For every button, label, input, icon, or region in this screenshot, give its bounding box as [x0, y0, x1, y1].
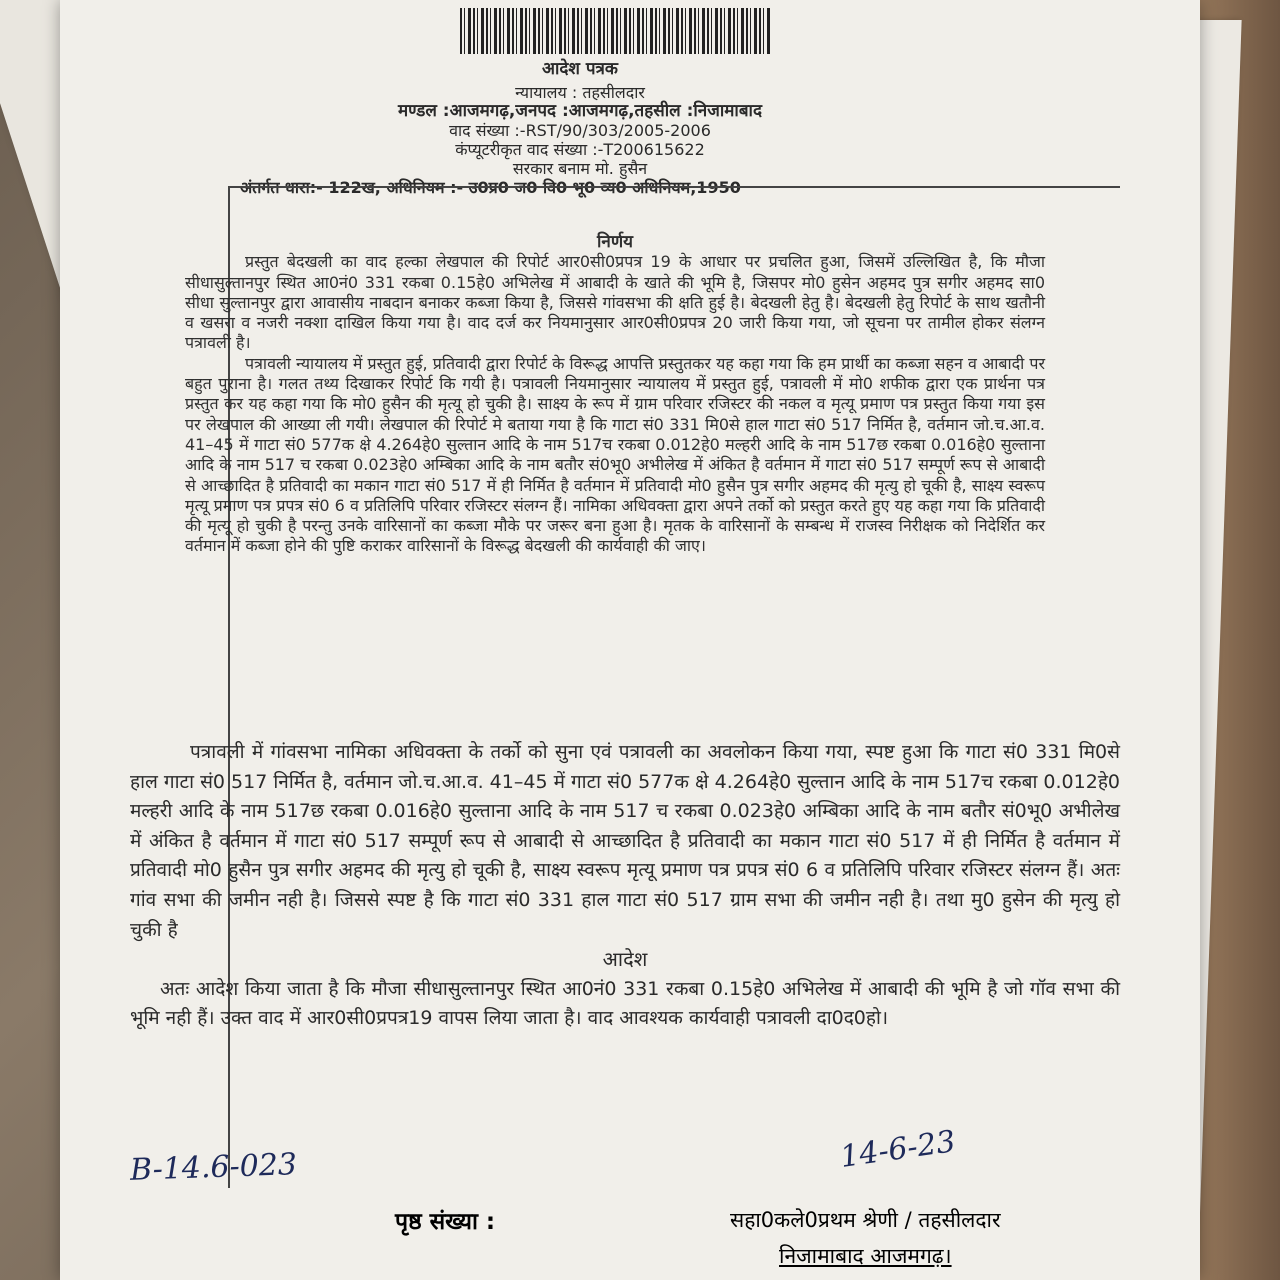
authority-designation: सहा0कले0प्रथम श्रेणी / तहसीलदार [730, 1208, 1001, 1232]
page-number-label: पृष्ठ संख्या : [395, 1209, 496, 1235]
legal-section: अंतर्गत धारा:- 122ख, अधिनियम :- उ0प्र0 ज0 वि0 भू0 व्य0 अधिनियम,1950 [240, 178, 741, 197]
case-parties: सरकार बनाम मो. हुसैन [512, 159, 648, 178]
signing-authority [730, 1202, 1001, 1274]
handwritten-signature-right: 14-6-23 [838, 1124, 958, 1175]
findings-and-order [130, 738, 1120, 1034]
barcode [460, 8, 770, 54]
decision-paragraph-1: प्रस्तुत बेदखली का वाद हल्का लेखपाल की रिपोर्ट आर0सी0प्रपत्र 19 के आधार पर प्रचलित हुआ, जिसमें उल्लिखित है, कि मौजा सीधासुल्तानपुर स्थित आ0नं0 331 रकबा 0.15हे0 अभिलेख में आबादी के खाते की भूमि है, जिसपर मो0 हुसेन अहमद पुत्र सगीर अहमद सा0 सीधा सुल्तानपुर द्वारा आवासीय नाबदान बनाकर कब्जा किया है, जिससे गांवसभा की क्षति हुई है। बेदखली हेतु है। बेदखली हेतु रिपोर्ट के साथ खतौनी व खसरा व नजरी नक्शा दाखिल किया गया है। वाद दर्ज कर नियमानुसार आर0सी0प्रपत्र 20 जारी किया गया, जो सूचना पर तामील होकर संलग्न पत्रावली है। [185, 252, 1045, 353]
district-line: मण्डल :आजमगढ़,जनपद :आजमगढ़,तहसील :निजामाबाद [398, 101, 762, 121]
decision-heading: निर्णय [597, 232, 633, 252]
document-header [240, 59, 880, 197]
computer-case-number: कंप्यूटरीकृत वाद संख्या :-T200615622 [455, 140, 705, 159]
order-heading: आदेश [602, 947, 648, 972]
document-title: आदेश पत्रक [542, 59, 618, 79]
decision-section [185, 232, 1045, 557]
decision-paragraph-2: पत्रावली न्यायालय में प्रस्तुत हुई, प्रतिवादी द्वारा रिपोर्ट के विरूद्ध आपत्ति प्रस्तुतकर यह कहा गया कि हम प्रार्थी का कब्जा सहन व आबादी पर बहुत पुराना है। गलत तथ्य दिखाकर रिपोर्ट कि गयी है। पत्रावली नियमानुसार न्यायालय में प्रस्तुत हुई, पत्रावली में मो0 शफीक द्वारा एक प्रार्थना पत्र प्रस्तुत कर यह कहा गया कि मो0 हुसैन की मृत्यू हो चुकी है। साक्ष्य के रूप में ग्राम परिवार रजिस्टर की नकल व मृत्यू प्रमाण पत्र प्रस्तुत किया गया इस पर लेखपाल की आख्या ली गयी। लेखपाल की रिपोर्ट मे बताया गया है कि गाटा सं0 331 मि0से हाल गाटा सं0 517 निर्मित है, वर्तमान जो.च.आ.व. 41–45 में गाटा सं0 577क क्षे 4.264हे0 सुल्तान आदि के नाम 517च रकबा 0.012हे0 मल्हरी आदि के नाम 517छ रकबा 0.016हे0 सुल्ताना आदि के नाम 517 च रकबा 0.023हे0 अम्बिका आदि के नाम बतौर सं0भू0 अभीलेख में अंकित है वर्तमान में गाटा सं0 517 सम्पूर्ण रूप से आबादी से आच्छादित है प्रतिवादी का मकान गाटा सं0 517 में ही निर्मित है वर्तमान में प्रतिवादी मो0 हुसैन पुत्र सगीर अहमद की मृत्यु हो चूकी है, साक्ष्य स्वरूप मृत्यू प्रमाण पत्र प्रपत्र सं0 6 व प्रतिलिपि परिवार रजिस्टर संलग्न हैं। नामिका अधिवक्ता द्वारा अपने तर्को को प्रस्तुत करते हुए यह कहा गया कि प्रतिवादी की मृत्यू हो चुकी है परन्तु उनके वारिसानों का कब्जा मौके पर जरूर बना हुआ है। मृतक के वारिसानों के सम्बन्ध में राजस्व निरीक्षक को निदेर्शित कर वर्तमान में कब्जा होने की पुष्टि कराकर वारिसानों के विरूद्ध बेदखली की कार्यवाही की जाए। [185, 353, 1045, 556]
authority-office: निजामाबाद आजमगढ़। [779, 1244, 952, 1268]
case-number: वाद संख्या :-RST/90/303/2005-2006 [449, 121, 711, 140]
order-sheet-page [60, 0, 1200, 1280]
handwritten-signature-left: B-14.6-023 [129, 1147, 298, 1188]
court-name: न्यायालय : तहसीलदार [515, 83, 645, 102]
decision-paragraph-3: पत्रावली में गांवसभा नामिका अधिवक्ता के तर्को को सुना एवं पत्रावली का अवलोकन किया गया, स्पष्ट हुआ कि गाटा सं0 331 मि0से हाल गाटा सं0 517 निर्मित है, वर्तमान जो.च.आ.व. 41–45 में गाटा सं0 577क क्षे 4.264हे0 सुल्तान आदि के नाम 517च रकबा 0.012हे0 मल्हरी आदि के नाम 517छ रकबा 0.016हे0 सुल्ताना आदि के नाम 517 च रकबा 0.023हे0 अम्बिका आदि के नाम बतौर सं0भू0 अभीलेख में अंकित है वर्तमान में गाटा सं0 517 सम्पूर्ण रूप से आबादी से आच्छादित है प्रतिवादी का मकान गाटा सं0 517 में ही निर्मित है वर्तमान में प्रतिवादी मो0 हुसैन पुत्र सगीर अहमद की मृत्यु हो चूकी है, साक्ष्य स्वरूप मृत्यू प्रमाण पत्र प्रपत्र सं0 6 व प्रतिलिपि परिवार रजिस्टर संलग्न हैं। अतः गांव सभा की जमीन नही है। जिससे स्पष्ट है कि गाटा सं0 331 हाल गाटा सं0 517 ग्राम सभा की जमीन नही है। तथा मु0 हुसेन की मृत्यु हो चुकी है [130, 741, 1120, 941]
order-text: अतः आदेश किया जाता है कि मौजा सीधासुल्तानपुर स्थित आ0नं0 331 रकबा 0.15हे0 अभिलेख में आबादी की भूमि है जो गॉव सभा की भूमि नही हैं। उक्त वाद में आर0सी0प्रपत्र19 वापस लिया जाता है। वाद आवश्यक कार्यवाही पत्रावली दा0द0हो। [130, 977, 1120, 1030]
